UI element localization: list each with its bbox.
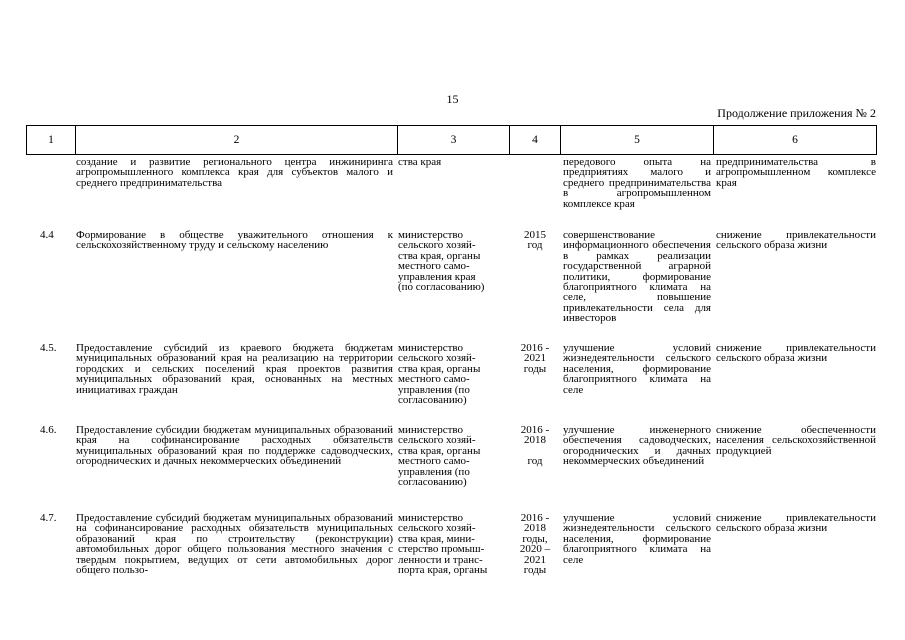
period-text: 2016 - 2018 год [520, 424, 550, 468]
header-col-3: 3 [398, 126, 510, 155]
row-number: 4.7. [40, 512, 57, 524]
executor-text: министерство сельского хозяй- ства края, мини- стерство промыш- ленности и транс- порта края, органы [398, 512, 488, 577]
continuation-label: Продолжение приложения № 2 [717, 106, 876, 120]
measure-text: создание и развитие регионального центра инжиниринга агропромышленного комплекса края для субъектов малого и среднего предпринимательства [76, 156, 393, 189]
executor-text: ства края [398, 156, 442, 168]
result-text: передового опыта на предприятиях малого и среднего предпринимательства в агропромышленном комплексе края [563, 156, 711, 210]
measure-text: Предоставление субсидий из краевого бюджета бюджетам муниципальных образований края на реализацию на территории городских и сельских поселений края проектов развития муниципальных образований края, основанных на местных инициативах граждан [76, 342, 393, 396]
indicator-text: снижение обеспеченности населения сельскохозяйственной продукцией [716, 424, 876, 457]
header-col-5: 5 [561, 126, 714, 155]
page-number: 15 [446, 92, 459, 106]
measure-text: Предоставление субсидии бюджетам муниципальных образований края на софинансирование расходных обязательств муниципальных образований края по поддержке садоводческих, огороднических и дачных некоммерческих объединений [76, 424, 393, 468]
indicator-text: снижение привлекательности сельского образа жизни [716, 342, 876, 365]
row-number: 4.5. [40, 342, 57, 354]
executor-text: министерство сельского хозяй- ства края, органы местного само- управления (по согласованию) [398, 342, 481, 407]
header-col-2: 2 [76, 126, 398, 155]
result-text: совершенствование информационного обеспечения в рамках реализации государственной аграрной политики, формирование благоприятного климата на селе, повышение привлекательности села для инвесторов [563, 229, 711, 325]
result-text: улучшение условий жизнедеятельности сельского населения, формирование благоприятного климата на селе [563, 512, 711, 566]
executor-text: министерство сельского хозяй- ства края, органы местного само- управления (по согласованию) [398, 424, 481, 489]
result-text: улучшение условий жизнедеятельности сельского населения, формирование благоприятного климата на селе [563, 342, 711, 396]
measure-text: Предоставление субсидий бюджетам муниципальных образований на софинансирование расходных обязательств муниципальных образований края по строительству (реконструкции) автомобильных дорог общего пользования местного значения с твердым покрытием, ведущих от сети автомобильных дорог общего пользо- [76, 512, 393, 577]
period-text: 2015 год [524, 229, 546, 252]
indicator-text: предпринимательства в агропромышленном комплексе края [716, 156, 876, 189]
indicator-text: снижение привлекательности сельского образа жизни [716, 229, 876, 252]
header-col-6: 6 [714, 126, 877, 155]
period-text: 2016 - 2018 годы, 2020 – 2021 годы [519, 512, 551, 577]
result-text: улучшение инженерного обеспечения садоводческих, огороднических и дачных некоммерческих объединений [563, 424, 711, 468]
measure-text: Формирование в обществе уважительного отношения к сельскохозяйственному труду и сельскому населению [76, 229, 393, 252]
row-number: 4.6. [40, 424, 57, 436]
row-number: 4.4 [40, 229, 54, 241]
header-col-4: 4 [510, 126, 561, 155]
period-text: 2016 - 2021 годы [520, 342, 550, 375]
table-header [26, 125, 877, 155]
header-col-1: 1 [27, 126, 76, 155]
indicator-text: снижение привлекательности сельского образа жизни [716, 512, 876, 535]
executor-text: министерство сельского хозяй- ства края, органы местного само- управления края (по согласованию) [398, 229, 485, 294]
